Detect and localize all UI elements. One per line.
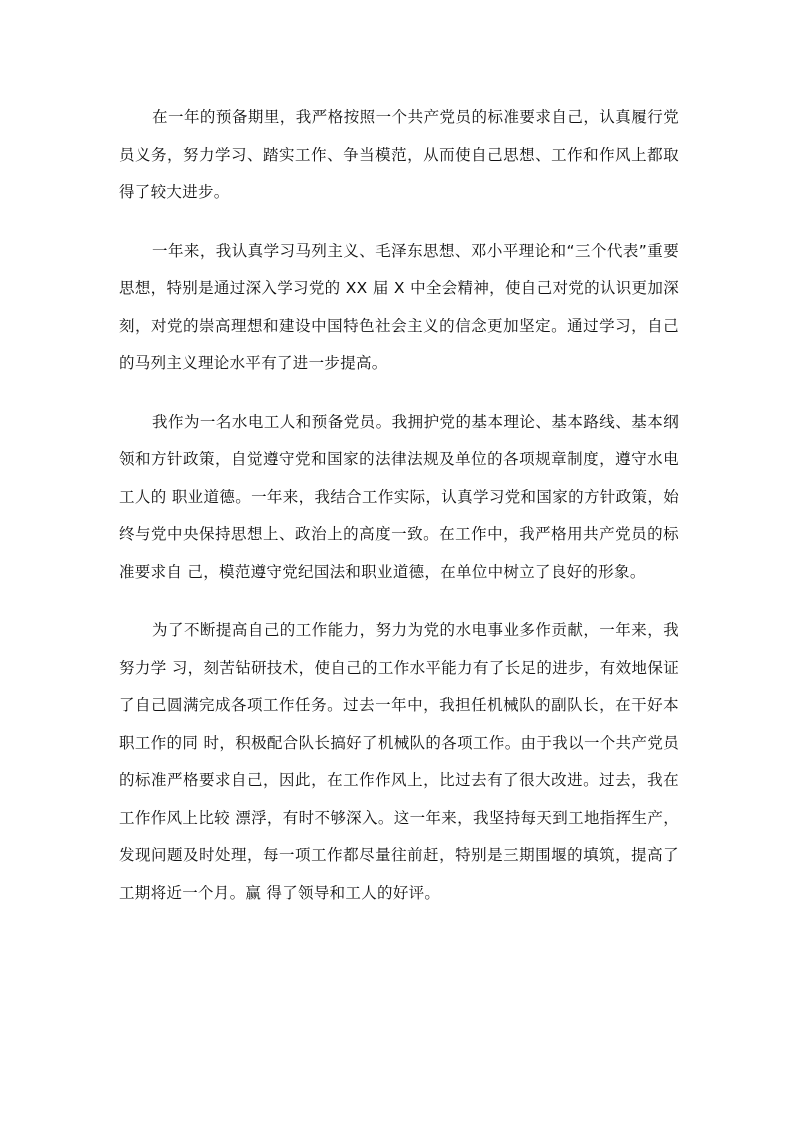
paragraph-probation-summary: 在一年的预备期里，我严格按照一个共产党员的标准要求自己，认真履行党员义务，努力学习、踏实工作、争当模范，从而使自己思想、工作和作风上都取得了较大进步。 [119, 108, 679, 201]
paragraph-theory-study: 一年来，我认真学习马列主义、毛泽东思想、邓小平理论和“三个代表”重要思想，特别是通过深入学习党的 XX 届 X 中全会精神，使自己对党的认识更加深刻，对党的崇高理想和建设中国特色社会主义的信念更加坚定。通过学习，自己的马列主义理论水平有了进一步提高。 [119, 241, 679, 372]
paragraph-political-stance: 我作为一名水电工人和预备党员。我拥护党的基本理论、基本路线、基本纲领和方针政策，自觉遵守党和国家的法律法规及单位的各项规章制度，遵守水电工人的 职业道德。一年来，我结合工作实际，认真学习党和国家的方针政策，始终与党中央保持思想上、政治上的高度一致。在工作中，我严格用共产党员的标准要求自 己，模范遵守党纪国法和职业道德，在单位中树立了良好的形象。 [119, 412, 679, 581]
document-body [119, 99, 679, 933]
paragraph-work-performance: 为了不断提高自己的工作能力，努力为党的水电事业多作贡献，一年来，我努力学 习，刻苦钻研技术，使自己的工作水平能力有了长足的进步，有效地保证了自己圆满完成各项工作任务。过去一年中，我担任机械队的副队长，在干好本职工作的同 时，积极配合队长搞好了机械队的各项工作。由于我以一个共产党员的标准严格要求自己，因此，在工作作风上，比过去有了很大改进。过去，我在工作作风上比较 漂浮，有时不够深入。这一年来，我坚持每天到工地指挥生产，发现问题及时处理，每一项工作都尽量往前赶，特别是三期围堰的填筑，提高了工期将近一个月。赢 得了领导和工人的好评。 [119, 621, 679, 902]
